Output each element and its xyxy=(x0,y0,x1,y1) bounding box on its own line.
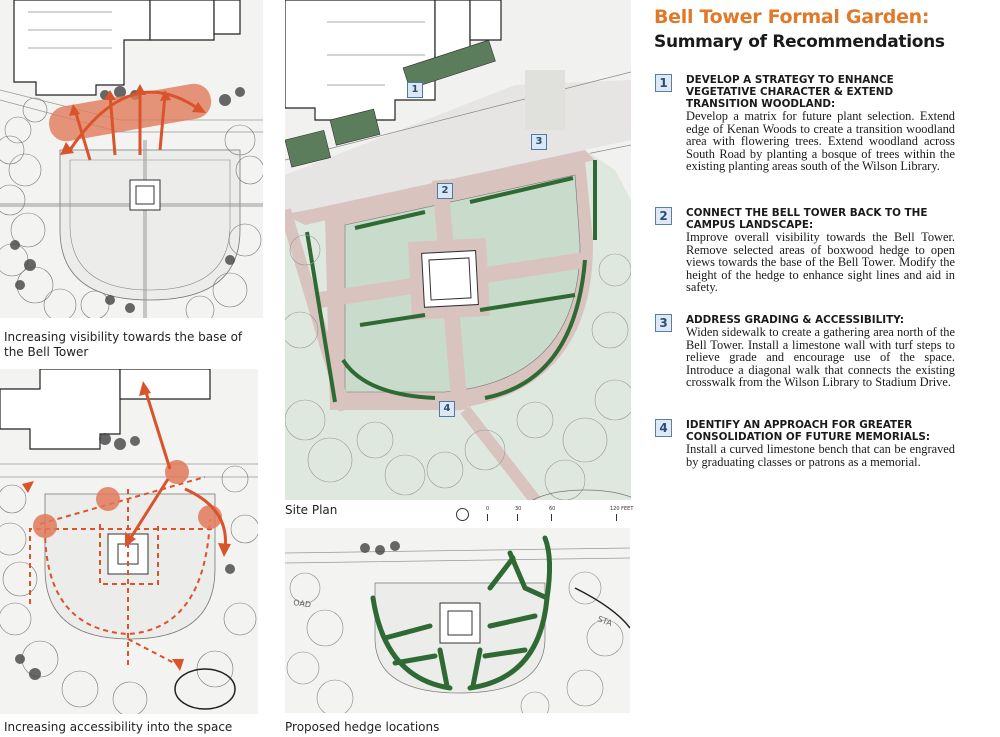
scale-bar xyxy=(486,506,636,522)
recommendation-heading: CONNECT THE BELL TOWER BACK TO THE CAMPUS LANDSCAPE: xyxy=(686,207,928,231)
accessibility-diagram xyxy=(0,369,258,714)
scale-tick-30: 30 xyxy=(515,506,522,512)
recommendation-1 xyxy=(655,74,955,173)
recommendation-3 xyxy=(655,314,955,389)
recommendation-4 xyxy=(655,419,955,468)
scale-tick-0: 0 xyxy=(486,506,490,512)
hedge-locations-diagram xyxy=(285,528,630,713)
plan-marker-2: 2 xyxy=(437,183,453,199)
recommendation-heading: ADDRESS GRADING & ACCESSIBILITY: xyxy=(686,314,904,326)
page-title: Bell Tower Formal Garden: xyxy=(654,6,930,28)
caption-hedge: Proposed hedge locations xyxy=(285,720,440,734)
plan-marker-3: 3 xyxy=(531,134,547,150)
caption-visibility: Increasing visibility towards the base of the Bell Tower xyxy=(4,330,243,359)
page-subtitle: Summary of Recommendations xyxy=(654,32,945,52)
recommendation-body: Install a curved limestone bench that can be engraved by graduating classes or patrons as a memorial. xyxy=(686,442,955,469)
plan-marker-1: 1 xyxy=(407,82,423,98)
site-plan xyxy=(285,0,631,500)
scale-tick-60: 60 xyxy=(549,506,556,512)
recommendation-heading: DEVELOP A STRATEGY TO ENHANCE VEGETATIVE CHARACTER & EXTEND TRANSITION WOODLAND: xyxy=(686,74,894,110)
recommendation-heading: IDENTIFY AN APPROACH FOR GREATER CONSOLIDATION OF FUTURE MEMORIALS: xyxy=(686,419,931,443)
caption-accessibility: Increasing accessibility into the space xyxy=(4,720,233,734)
caption-site-plan: Site Plan xyxy=(285,503,338,517)
road-label-right: STA xyxy=(596,614,614,628)
recommendation-body: Develop a matrix for future plant selection. Extend edge of Kenan Woods to create a transition woodland area with flowering trees. Extend woodland across South Road by planting a bosque of trees within the existing planting areas south of the Wilson Library. xyxy=(686,109,955,174)
recommendation-body: Improve overall visibility towards the Bell Tower. Remove selected areas of boxwood hedge to open views towards the base of the Bell Tower. Modify the height of the hedge to enhance sight lines and aid in safety. xyxy=(686,230,955,295)
recommendation-number: 3 xyxy=(655,314,672,332)
road-label-left: OAD xyxy=(292,598,312,610)
recommendation-number: 2 xyxy=(655,207,672,225)
plan-marker-4: 4 xyxy=(439,401,455,417)
recommendation-number: 1 xyxy=(655,74,672,92)
visibility-diagram xyxy=(0,0,263,318)
recommendation-body: Widen sidewalk to create a gathering area north of the Bell Tower. Install a limestone wall with turf steps to relieve grade and encourage use of the space. Introduce a diagonal walk that connects the existing crosswalk from the Wilson Library to Stadium Drive. xyxy=(686,325,955,390)
north-arrow-icon xyxy=(456,508,469,521)
scale-tick-120: 120 FEET xyxy=(610,506,634,512)
recommendation-2 xyxy=(655,207,955,294)
recommendation-number: 4 xyxy=(655,419,672,437)
